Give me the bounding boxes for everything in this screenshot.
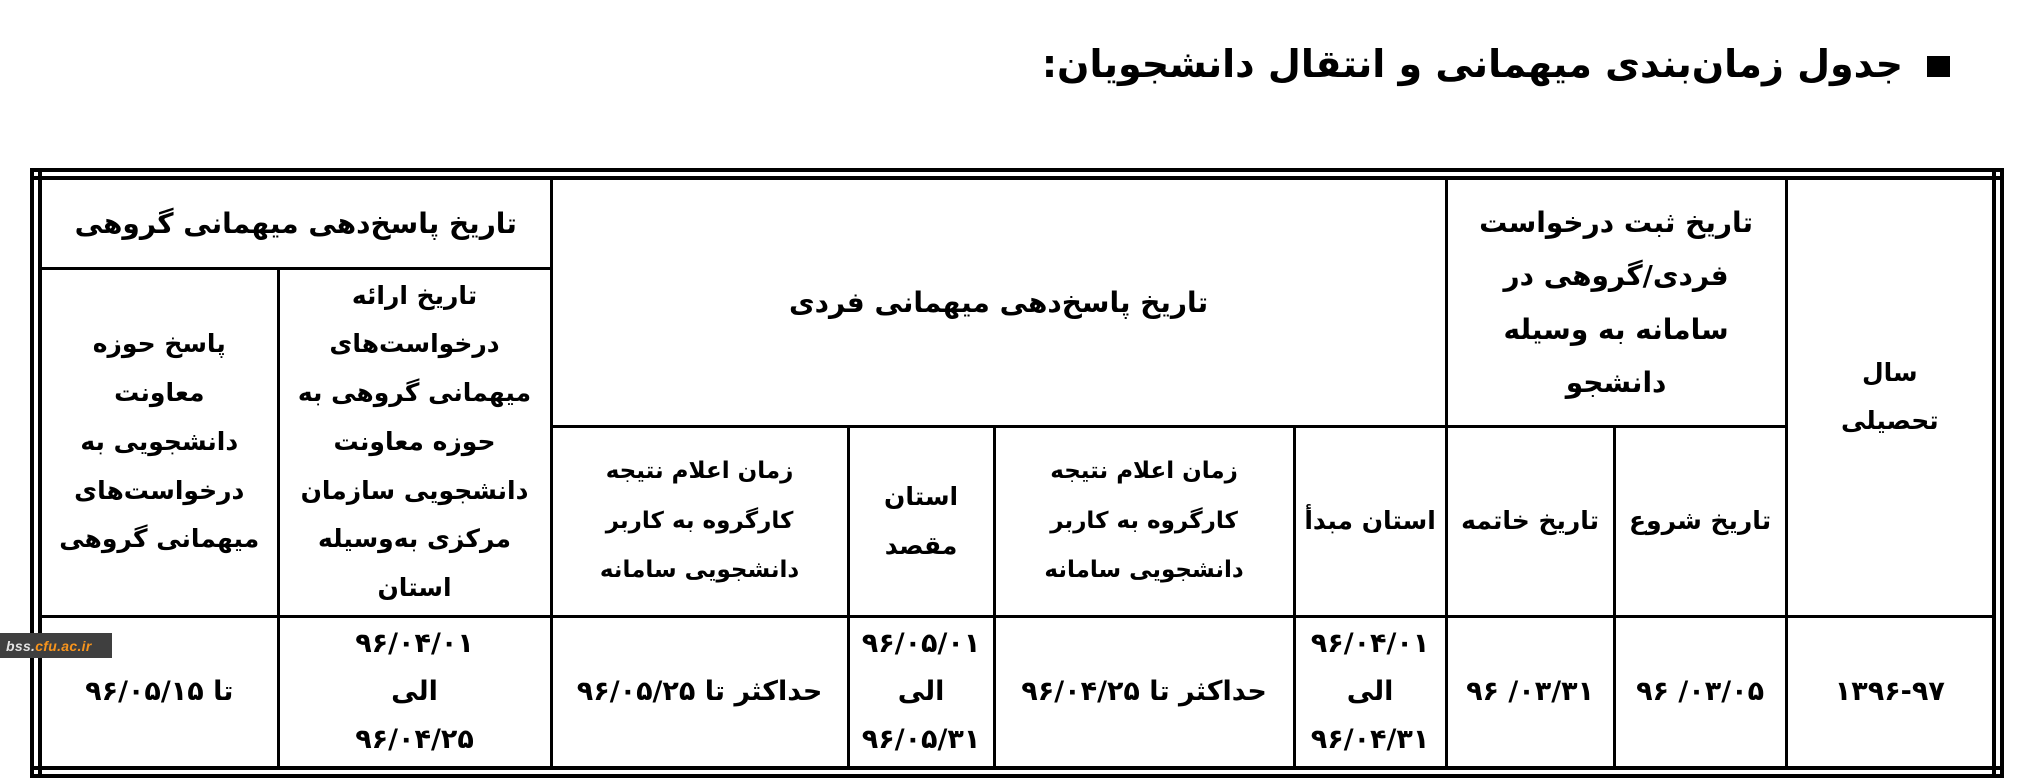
cell-group-submission-range: ۹۶/۰۴/۰۱ الی ۹۶/۰۴/۲۵ (278, 616, 551, 772)
header-start-date: تاریخ شروع (1614, 427, 1786, 616)
watermark (0, 633, 112, 658)
header-group-response: تاریخ پاسخ‌دهی میهمانی گروهی (36, 174, 551, 268)
cell-academic-year: ۱۳۹۶-۹۷ (1786, 616, 1998, 772)
cell-start-date: ۹۶ /۰۳/۰۵ (1614, 616, 1786, 772)
cell-origin-result: حداکثر تا ۹۶/۰۴/۲۵ (994, 616, 1294, 772)
cell-destination-result: حداکثر تا ۹۶/۰۵/۲۵ (551, 616, 848, 772)
header-request-registration: تاریخ ثبت درخواست فردی/گروهی در سامانه به وسیله دانشجو (1446, 174, 1786, 427)
header-individual-response: تاریخ پاسخ‌دهی میهمانی فردی (551, 174, 1446, 427)
page-title: جدول زمان‌بندی میهمانی و انتقال دانشجویان: (1041, 42, 1903, 86)
header-destination-result-time: زمان اعلام نتیجه کارگروه به کاربر دانشجویی سامانه (551, 427, 848, 616)
cell-origin-range: ۹۶/۰۴/۰۱ الی ۹۶/۰۴/۳۱ (1294, 616, 1446, 772)
header-end-date: تاریخ خاتمه (1446, 427, 1614, 616)
header-academic-year: سال تحصیلی (1786, 174, 1998, 616)
title-block (1042, 42, 1950, 86)
cell-destination-range: ۹۶/۰۵/۰۱ الی ۹۶/۰۵/۳۱ (848, 616, 994, 772)
header-origin-province: استان مبدأ (1294, 427, 1446, 616)
watermark-domain: cfu.ac.ir (35, 637, 92, 654)
header-origin-result-time: زمان اعلام نتیجه کارگروه به کاربر دانشجویی سامانه (994, 427, 1294, 616)
header-destination-province: استان مقصد (848, 427, 994, 616)
header-group-reply: پاسخ حوزه معاونت دانشجویی به درخواست‌های میهمانی گروهی (36, 268, 278, 616)
header-group-submission: تاریخ ارائه درخواست‌های میهمانی گروهی به حوزه معاونت دانشجویی سازمان مرکزی به‌وسیله استان (278, 268, 551, 616)
cell-end-date: ۹۶ /۰۳/۳۱ (1446, 616, 1614, 772)
table-container (30, 168, 2004, 778)
square-bullet-icon (1927, 56, 1950, 77)
schedule-table (30, 168, 2004, 778)
cell-group-reply: تا ۹۶/۰۵/۱۵ (36, 616, 278, 772)
watermark-prefix: bss. (6, 637, 36, 654)
